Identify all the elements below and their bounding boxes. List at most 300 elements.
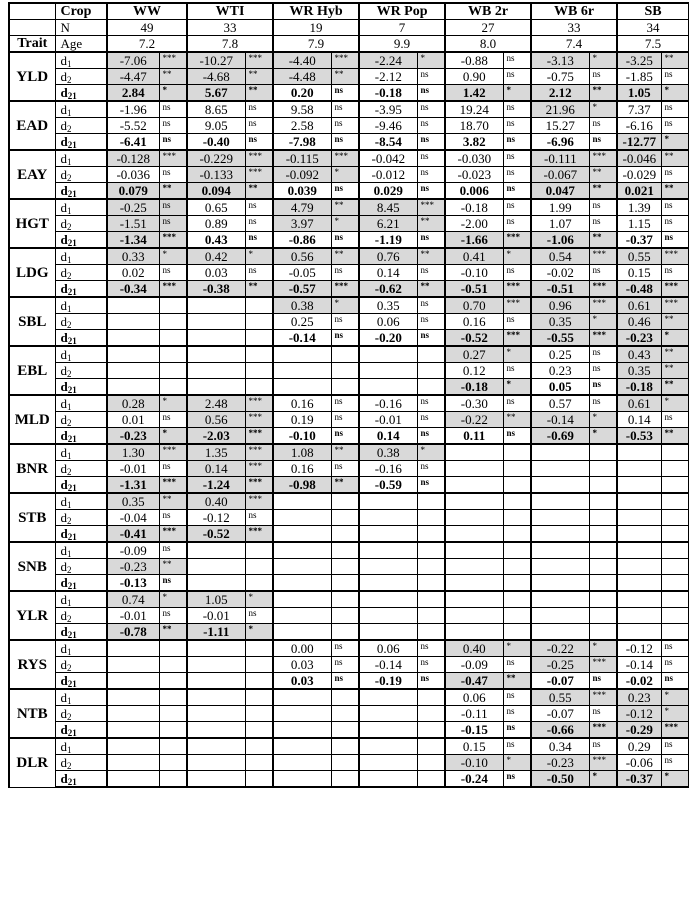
empty-cell (445, 624, 503, 641)
empty-cell (107, 738, 159, 755)
effect-value: -0.067 (531, 167, 589, 183)
effect-value: -0.10 (445, 265, 503, 281)
empty-cell (417, 591, 445, 608)
effect-value: -0.29 (617, 722, 661, 739)
significance-mark: * (159, 395, 187, 412)
significance-mark: * (661, 689, 689, 706)
trait-row (9, 52, 689, 69)
empty-cell (503, 608, 531, 624)
effect-value: -0.12 (187, 510, 245, 526)
empty-cell (445, 591, 503, 608)
effect-value: -1.66 (445, 232, 503, 249)
significance-mark: ns (417, 101, 445, 118)
empty-cell (159, 657, 187, 673)
significance-mark: *** (159, 444, 187, 461)
empty-cell (445, 510, 503, 526)
effect-value: -0.55 (531, 330, 589, 347)
significance-mark: ns (503, 52, 531, 69)
effect-value: 8.45 (359, 199, 417, 216)
effect-value: 0.27 (445, 346, 503, 363)
significance-mark: ns (417, 477, 445, 494)
empty-cell (531, 559, 589, 575)
effect-value: 0.89 (187, 216, 245, 232)
significance-mark: ** (331, 69, 359, 85)
empty-cell (617, 591, 661, 608)
trait-row (9, 150, 689, 167)
empty-cell (503, 591, 531, 608)
empty-cell (503, 477, 531, 494)
significance-mark: * (159, 248, 187, 265)
effect-value: -0.25 (531, 657, 589, 673)
row-label: $d_{21}$ (55, 477, 107, 494)
row-label: $d_2$ (55, 363, 107, 379)
effect-value: 0.079 (107, 183, 159, 200)
empty-cell (589, 542, 617, 559)
empty-cell (359, 510, 417, 526)
empty-cell (503, 510, 531, 526)
significance-mark: ** (417, 216, 445, 232)
effect-value: 0.16 (445, 314, 503, 330)
effect-value: 0.25 (273, 314, 331, 330)
effect-value: -0.30 (445, 395, 503, 412)
empty-cell (159, 689, 187, 706)
trait-row (9, 591, 689, 608)
empty-cell (661, 477, 689, 494)
significance-mark: *** (245, 444, 273, 461)
trait-name: EAY (9, 150, 55, 199)
row-label: $d_2$ (55, 216, 107, 232)
effect-value: -0.38 (187, 281, 245, 298)
effect-value: -10.27 (187, 52, 245, 69)
row-label: $d_{21}$ (55, 85, 107, 102)
row-label: $d_{21}$ (55, 771, 107, 788)
effect-value: 0.43 (187, 232, 245, 249)
trait-name: BNR (9, 444, 55, 493)
significance-mark: ns (503, 167, 531, 183)
effect-value: -0.046 (617, 150, 661, 167)
significance-mark: ** (661, 379, 689, 396)
significance-mark: ns (503, 363, 531, 379)
significance-mark: *** (661, 297, 689, 314)
empty-cell (445, 575, 503, 592)
significance-mark: *** (159, 52, 187, 69)
empty-cell (159, 706, 187, 722)
significance-mark: * (159, 591, 187, 608)
significance-mark: * (331, 216, 359, 232)
effect-value: 0.021 (617, 183, 661, 200)
n-value: 33 (187, 20, 273, 36)
empty-cell (159, 738, 187, 755)
significance-mark: ** (661, 314, 689, 330)
effect-value: 0.38 (359, 444, 417, 461)
significance-mark: *** (331, 150, 359, 167)
row-label: $d_2$ (55, 167, 107, 183)
significance-mark: * (503, 755, 531, 771)
header-age-row (9, 36, 689, 53)
empty-cell (503, 559, 531, 575)
effect-value: -0.115 (273, 150, 331, 167)
age-value: 7.2 (107, 36, 187, 53)
empty-cell (245, 689, 273, 706)
significance-mark: ns (331, 673, 359, 690)
empty-cell (589, 624, 617, 641)
significance-mark: ns (331, 330, 359, 347)
trait-name: EAD (9, 101, 55, 150)
significance-mark: ns (417, 297, 445, 314)
empty-cell (417, 542, 445, 559)
significance-mark: *** (503, 281, 531, 298)
effect-value: 0.55 (617, 248, 661, 265)
empty-cell (159, 314, 187, 330)
significance-mark: * (589, 314, 617, 330)
row-label: $d_1$ (55, 591, 107, 608)
effect-value: -0.07 (531, 673, 589, 690)
significance-mark: *** (245, 428, 273, 445)
empty-cell (273, 738, 331, 755)
empty-cell (107, 689, 159, 706)
effect-value: -0.62 (359, 281, 417, 298)
effect-value: 1.05 (617, 85, 661, 102)
empty-cell (187, 706, 245, 722)
empty-cell (159, 755, 187, 771)
significance-mark: ** (245, 183, 273, 200)
effect-value: 1.15 (617, 216, 661, 232)
empty-cell (661, 526, 689, 543)
empty-cell (531, 510, 589, 526)
empty-cell (445, 542, 503, 559)
significance-mark: ns (159, 216, 187, 232)
empty-cell (617, 493, 661, 510)
significance-mark: *** (589, 248, 617, 265)
significance-mark: ns (417, 232, 445, 249)
significance-mark: * (245, 591, 273, 608)
trait-row (9, 640, 689, 657)
trait-row (9, 608, 689, 624)
crop-wr-hyb: WR Hyb (273, 3, 359, 20)
significance-mark: ns (503, 428, 531, 445)
crop-sb: SB (617, 3, 689, 20)
effect-value: -6.16 (617, 118, 661, 134)
age-value: 7.9 (273, 36, 359, 53)
empty-cell (417, 771, 445, 788)
effect-value: -0.14 (359, 657, 417, 673)
significance-mark: ns (589, 738, 617, 755)
effect-value: 0.12 (445, 363, 503, 379)
significance-mark: ns (661, 640, 689, 657)
effect-value: -0.20 (359, 330, 417, 347)
empty-cell (503, 444, 531, 461)
effect-value: -0.51 (445, 281, 503, 298)
effect-value: 0.34 (531, 738, 589, 755)
empty-cell (245, 640, 273, 657)
significance-mark: ** (245, 281, 273, 298)
significance-mark: ns (503, 706, 531, 722)
empty-cell (107, 297, 159, 314)
significance-mark: ns (159, 265, 187, 281)
effect-value: 0.96 (531, 297, 589, 314)
significance-mark: ns (503, 199, 531, 216)
trait-row (9, 248, 689, 265)
row-label: $d_1$ (55, 542, 107, 559)
trait-row (9, 510, 689, 526)
effect-value: 4.79 (273, 199, 331, 216)
effect-value: 0.56 (273, 248, 331, 265)
effect-value: 5.67 (187, 85, 245, 102)
empty-cell (273, 722, 331, 739)
empty-cell (359, 526, 417, 543)
empty-cell (417, 624, 445, 641)
empty-cell (661, 493, 689, 510)
empty-cell (661, 542, 689, 559)
empty-cell (617, 444, 661, 461)
effect-value: -0.09 (445, 657, 503, 673)
empty-cell (187, 771, 245, 788)
significance-mark: ns (159, 542, 187, 559)
significance-mark: ns (503, 150, 531, 167)
significance-mark: *** (503, 297, 531, 314)
empty-cell (531, 608, 589, 624)
empty-cell (107, 346, 159, 363)
empty-cell (531, 591, 589, 608)
effect-value: -5.52 (107, 118, 159, 134)
significance-mark: ns (417, 265, 445, 281)
effect-value: 7.37 (617, 101, 661, 118)
effect-value: -1.51 (107, 216, 159, 232)
empty-cell (359, 771, 417, 788)
significance-mark: ** (331, 477, 359, 494)
effect-value: 1.42 (445, 85, 503, 102)
significance-mark: ns (503, 183, 531, 200)
significance-mark: ns (417, 183, 445, 200)
trait-row (9, 297, 689, 314)
trait-row (9, 199, 689, 216)
empty-cell (617, 542, 661, 559)
significance-mark: ns (159, 167, 187, 183)
trait-row (9, 85, 689, 102)
significance-mark: * (661, 395, 689, 412)
significance-mark: ** (159, 559, 187, 575)
effect-value: 0.06 (359, 640, 417, 657)
age-value: 8.0 (445, 36, 531, 53)
significance-mark: ns (159, 134, 187, 151)
effect-value: 2.48 (187, 395, 245, 412)
trait-row (9, 314, 689, 330)
empty-cell (331, 363, 359, 379)
significance-mark: ns (331, 461, 359, 477)
effect-value: -6.41 (107, 134, 159, 151)
empty-cell (107, 722, 159, 739)
row-label: $d_{21}$ (55, 428, 107, 445)
empty-cell (107, 330, 159, 347)
effect-value: 2.58 (273, 118, 331, 134)
age-value: 7.8 (187, 36, 273, 53)
empty-cell (245, 673, 273, 690)
effect-value: 2.84 (107, 85, 159, 102)
empty-cell (273, 608, 331, 624)
empty-cell (159, 640, 187, 657)
effect-value: 3.97 (273, 216, 331, 232)
effect-value: 0.14 (359, 428, 417, 445)
age-label: Age (55, 36, 107, 53)
empty-cell (273, 591, 331, 608)
effect-value: 0.23 (617, 689, 661, 706)
empty-cell (661, 624, 689, 641)
significance-mark: ns (159, 575, 187, 592)
significance-mark: *** (245, 461, 273, 477)
significance-mark: ns (159, 412, 187, 428)
empty-cell (359, 608, 417, 624)
empty-cell (273, 346, 331, 363)
significance-mark: ** (159, 624, 187, 641)
significance-mark: ns (661, 199, 689, 216)
trait-row (9, 575, 689, 592)
effect-value: -0.18 (445, 379, 503, 396)
effect-value: 0.006 (445, 183, 503, 200)
significance-mark: *** (159, 281, 187, 298)
significance-mark: ns (245, 510, 273, 526)
row-label: $d_2$ (55, 314, 107, 330)
effect-value: 0.06 (445, 689, 503, 706)
significance-mark: * (245, 248, 273, 265)
empty-cell (503, 575, 531, 592)
empty-cell (359, 493, 417, 510)
significance-mark: ns (245, 265, 273, 281)
empty-cell (661, 591, 689, 608)
significance-mark: ** (589, 85, 617, 102)
significance-mark: ns (159, 101, 187, 118)
trait-row (9, 330, 689, 347)
significance-mark: ns (589, 363, 617, 379)
row-label: $d_1$ (55, 493, 107, 510)
empty-cell (417, 526, 445, 543)
significance-mark: ** (245, 85, 273, 102)
trait-row (9, 69, 689, 85)
significance-mark: ns (589, 395, 617, 412)
trait-name: YLR (9, 591, 55, 640)
significance-mark: ns (661, 657, 689, 673)
empty-cell (107, 771, 159, 788)
empty-cell (245, 330, 273, 347)
empty-cell (445, 493, 503, 510)
empty-cell (273, 755, 331, 771)
significance-mark: * (589, 52, 617, 69)
empty-cell (187, 640, 245, 657)
results-table (8, 2, 689, 788)
empty-cell (617, 510, 661, 526)
significance-mark: ns (503, 722, 531, 739)
effect-value: -2.00 (445, 216, 503, 232)
n-value: 49 (107, 20, 187, 36)
trait-row (9, 559, 689, 575)
effect-value: -0.24 (445, 771, 503, 788)
effect-value: -0.16 (359, 461, 417, 477)
effect-value: -0.01 (107, 608, 159, 624)
significance-mark: ns (331, 118, 359, 134)
significance-mark: * (417, 444, 445, 461)
empty-cell (107, 657, 159, 673)
significance-mark: ns (503, 314, 531, 330)
effect-value: 0.094 (187, 183, 245, 200)
empty-cell (331, 575, 359, 592)
empty-cell (589, 444, 617, 461)
significance-mark: ns (159, 118, 187, 134)
empty-cell (187, 657, 245, 673)
empty-cell (245, 771, 273, 788)
empty-cell (359, 575, 417, 592)
effect-value: 0.54 (531, 248, 589, 265)
significance-mark: ns (417, 657, 445, 673)
row-label: $d_1$ (55, 248, 107, 265)
significance-mark: ns (661, 69, 689, 85)
significance-mark: ns (331, 657, 359, 673)
trait-row (9, 216, 689, 232)
significance-mark: * (589, 640, 617, 657)
effect-value: -0.78 (107, 624, 159, 641)
empty-cell (273, 624, 331, 641)
empty-cell (531, 542, 589, 559)
effect-value: 0.42 (187, 248, 245, 265)
significance-mark: ns (417, 167, 445, 183)
row-label: $d_1$ (55, 738, 107, 755)
significance-mark: ns (503, 265, 531, 281)
empty-cell (245, 657, 273, 673)
empty-cell (359, 379, 417, 396)
empty-cell (273, 706, 331, 722)
empty-cell (417, 379, 445, 396)
significance-mark: * (589, 428, 617, 445)
effect-value: -0.86 (273, 232, 331, 249)
effect-value: -0.092 (273, 167, 331, 183)
trait-row (9, 379, 689, 396)
empty-cell (417, 346, 445, 363)
effect-value: 0.03 (187, 265, 245, 281)
empty-cell (417, 363, 445, 379)
crop-wti: WTI (187, 3, 273, 20)
empty-cell (273, 493, 331, 510)
empty-cell (417, 493, 445, 510)
effect-value: 15.27 (531, 118, 589, 134)
effect-value: 0.14 (187, 461, 245, 477)
row-label: $d_2$ (55, 69, 107, 85)
significance-mark: ** (589, 167, 617, 183)
empty-cell (107, 640, 159, 657)
empty-cell (589, 608, 617, 624)
empty-cell (359, 346, 417, 363)
row-label: $d_1$ (55, 444, 107, 461)
empty-cell (331, 624, 359, 641)
crop-label: Crop (55, 3, 107, 20)
empty-cell (359, 722, 417, 739)
effect-value: -0.18 (359, 85, 417, 102)
significance-mark: *** (589, 297, 617, 314)
effect-value: 3.82 (445, 134, 503, 151)
significance-mark: ns (503, 738, 531, 755)
empty-cell (273, 689, 331, 706)
significance-mark: ** (503, 673, 531, 690)
empty-cell (531, 624, 589, 641)
trait-row (9, 526, 689, 543)
n-label: N (55, 20, 107, 36)
row-label: $d_2$ (55, 412, 107, 428)
effect-value: 0.41 (445, 248, 503, 265)
effect-value: -4.48 (273, 69, 331, 85)
empty-cell (331, 755, 359, 771)
trait-row (9, 706, 689, 722)
empty-cell (359, 755, 417, 771)
significance-mark: ns (661, 265, 689, 281)
significance-mark: * (503, 379, 531, 396)
empty-cell (159, 673, 187, 690)
